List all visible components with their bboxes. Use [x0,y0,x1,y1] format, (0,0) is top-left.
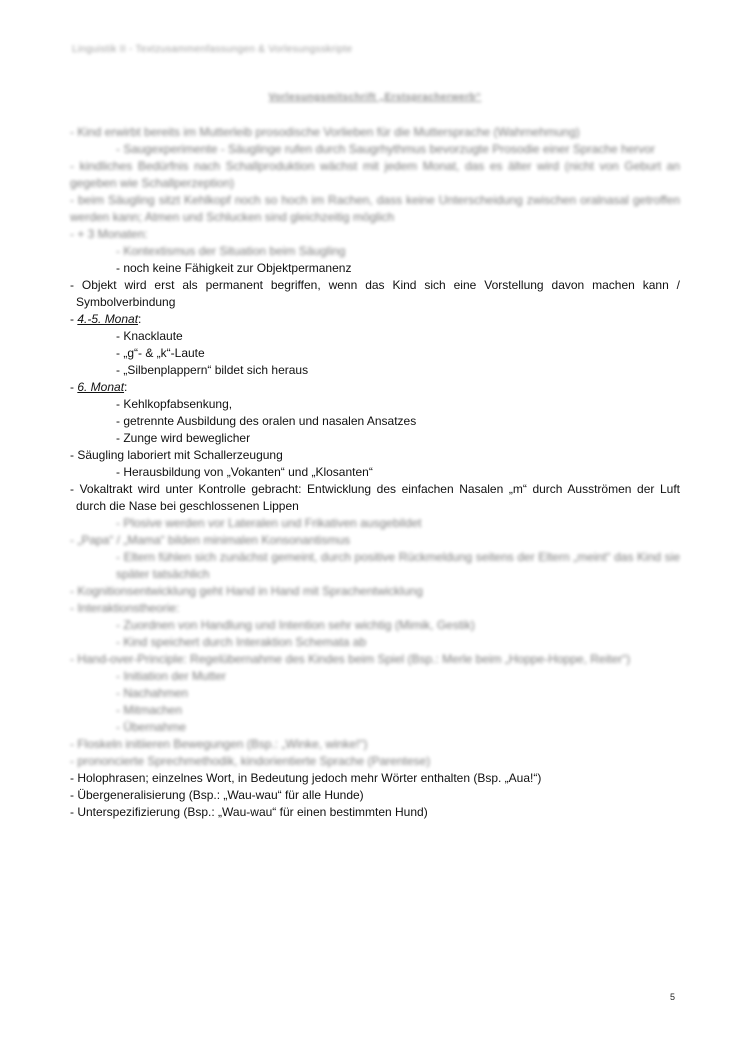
page-header: Linguistik II - Textzusammenfassungen & Vorlesungsskripte [72,44,353,55]
bullet-line: - Initiation der Mutter [116,669,227,683]
bullet-line: - Mitmachen [116,703,183,717]
bullet-line: - Plosive werden vor Lateralen und Frikativen ausgebildet [116,516,422,530]
document-title: Vorlesungsmitschrift „Erstspracherwerb“ [268,92,482,103]
bullet-line: - Kontextismus der Situation beim Säugling [116,244,346,258]
heading-label: 4.-5. Monat [77,312,139,326]
bullet-line: - Kognitionsentwicklung geht Hand in Hand mit Sprachentwicklung [70,584,423,598]
bullet-line: - Floskeln initiieren Bewegungen (Bsp.: „Winke, winke!“) [70,737,368,751]
bullet-line: - Holophrasen; einzelnes Wort, in Bedeutung jedoch mehr Wörter enthalten (Bsp. „Aua!“) [70,771,542,785]
bullet-line: - Knacklaute [116,329,183,343]
blurred-section-top [70,124,680,260]
bullet-line: - Saugexperimente - Säuglinge rufen durch Saugrhythmus bevorzugte Prosodie einer Sprache hervor [116,142,655,156]
bullet-line: - Kind erwirbt bereits im Mutterleib prosodische Vorlieben für die Muttersprache (Wahrnehmung) [70,125,580,139]
bullet-line: - Vokaltrakt wird unter Kontrolle gebracht: Entwicklung des einfachen Nasalen „m“ durch Ausströmen der Luft durch die Nase bei geschlossenen Lippen [70,482,680,513]
bullet-line: - Eltern fühlen sich zunächst gemeint, durch positive Rückmeldung seitens der Eltern „meint“ das Kind sie später tatsächlich [116,550,680,581]
bullet-line: - Objekt wird erst als permanent begriffen, wenn das Kind sich eine Vorstellung davon machen kann / Symbolverbindung [70,278,680,309]
bullet-line: - Nachahmen [116,686,189,700]
section-heading-month-6: - 6. Monat: [70,380,128,394]
bullet-line: - Säugling laboriert mit Schallerzeugung [70,448,283,462]
bullet-line: - Zunge wird beweglicher [116,431,251,445]
page-number: 5 [670,992,676,1002]
document-body [70,124,680,821]
bullet-line: - getrennte Ausbildung des oralen und nasalen Ansatzes [116,414,417,428]
heading-label: 6. Monat [77,380,125,394]
bullet-line: - noch keine Fähigkeit zur Objektpermanenz [116,261,352,275]
bullet-line: - beim Säugling sitzt Kehlkopf noch so hoch im Rachen, dass keine Unterscheidung zwischen oralnasal getroffen werden kann; Atmen und Schlucken sind gleichzeitig möglich [70,193,680,224]
bullet-line: - Zuordnen von Handlung und Intention sehr wichtig (Mimik, Gestik) [116,618,475,632]
bullet-line: - Hand-over-Principle: Regelübernahme des Kindes beim Spiel (Bsp.: Merle beim „Hoppe-Hoppe, Reiter“) [70,652,631,666]
bullet-line: - „Silbenplappern“ bildet sich heraus [116,363,309,377]
blurred-section-middle [70,515,680,770]
bullet-line: - Kehlkopfabsenkung, [116,397,233,411]
bullet-line: - Interaktionstheorie: [70,601,180,615]
section-heading-month-4-5: - 4.-5. Monat: [70,312,142,326]
bullet-line: - Kind speichert durch Interaktion Schemata ab [116,635,367,649]
bullet-line: - Übernahme [116,720,187,734]
bullet-line: - „Papa“ / „Mama“ bilden minimalen Konsonantismus [70,533,351,547]
bullet-line: - prononcierte Sprechmethodik, kindorientierte Sprache (Parentese) [70,754,431,768]
bullet-line: - „g“- & „k“-Laute [116,346,205,360]
bullet-line: - Übergeneralisierung (Bsp.: „Wau-wau“ für alle Hunde) [70,788,364,802]
bullet-line: - Unterspezifizierung (Bsp.: „Wau-wau“ für einen bestimmten Hund) [70,805,428,819]
bullet-line: - + 3 Monaten: [70,227,148,241]
bullet-line: - kindliches Bedürfnis nach Schallproduktion wächst mit jedem Monat, das es älter wird (nicht von Geburt an gegeben wie Schallperzeption) [70,159,680,190]
bullet-line: - Herausbildung von „Vokanten“ und „Klosanten“ [116,465,373,479]
